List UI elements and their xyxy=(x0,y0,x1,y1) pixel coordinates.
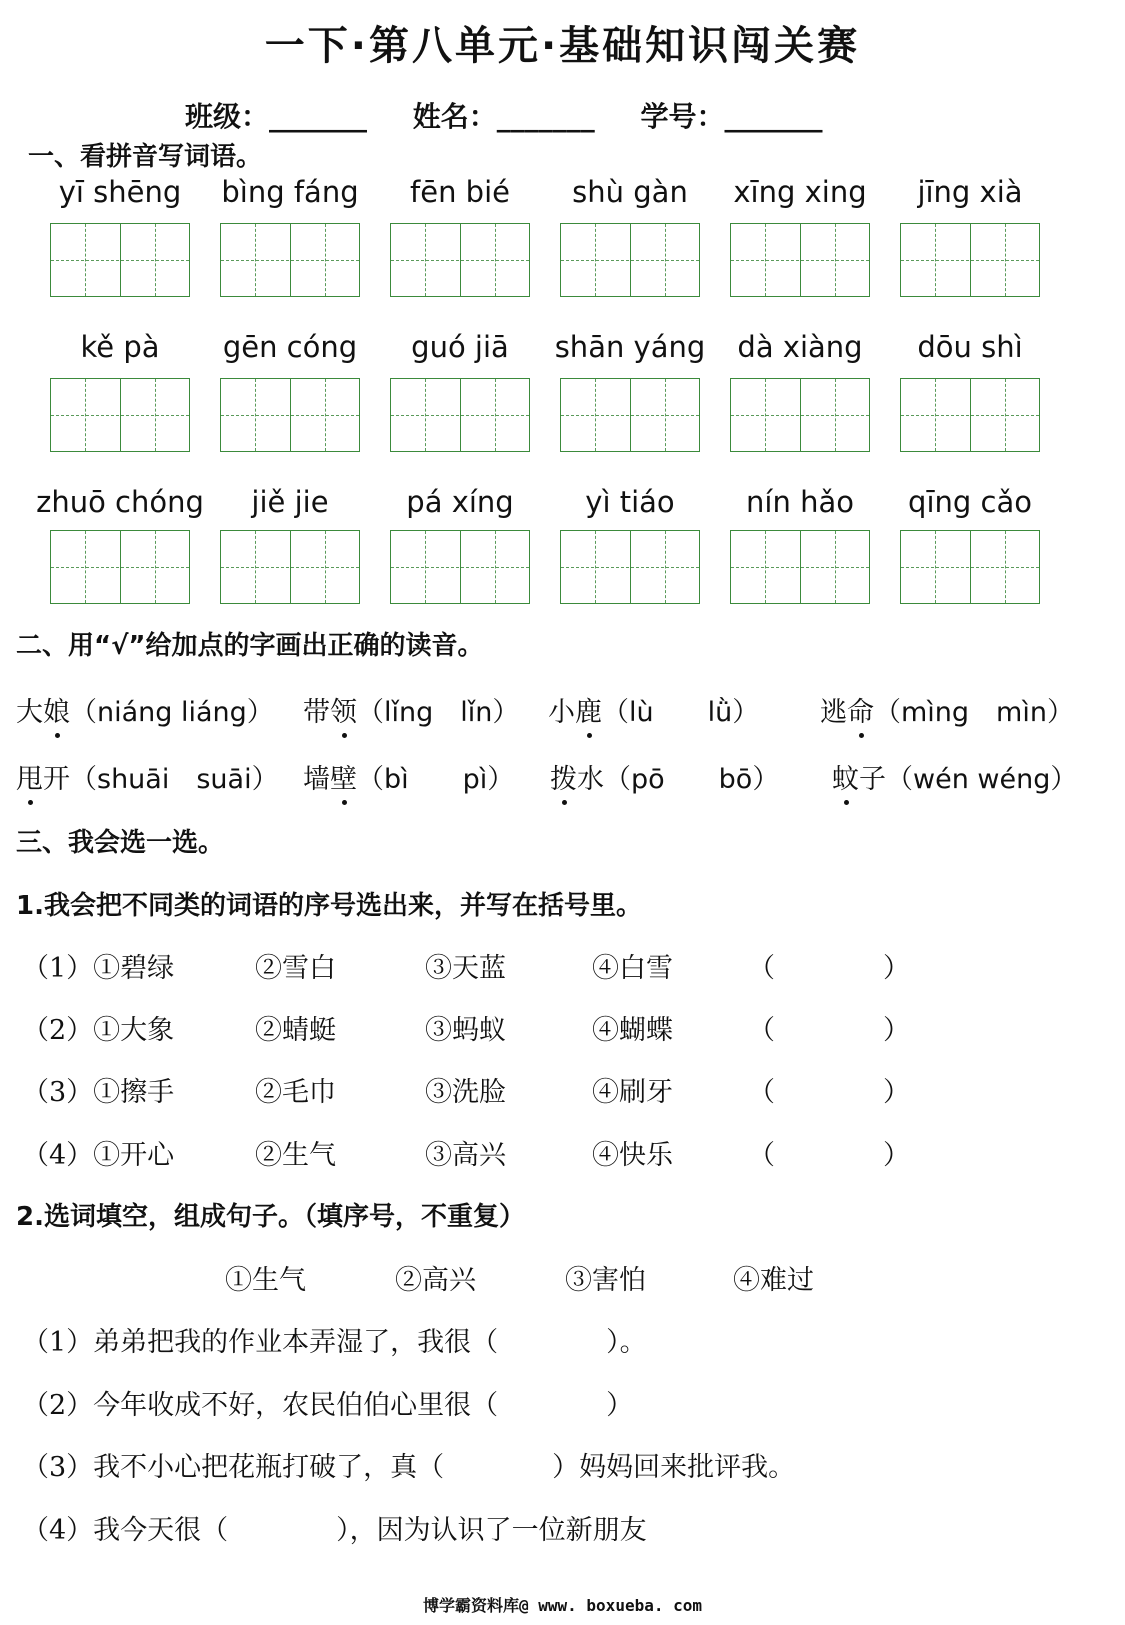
word-prefix: 墙 xyxy=(303,764,330,795)
choice-word: ④白雪 xyxy=(592,953,673,984)
section1-heading: 一、看拼音写词语。 xyxy=(28,142,263,172)
fill-sentence[interactable]: （4）我今天很（ ），因为认识了一位新朋友 xyxy=(22,1515,647,1546)
choice-word: ④蝴蝶 xyxy=(592,1015,673,1046)
writing-grid[interactable] xyxy=(50,378,190,452)
writing-grid[interactable] xyxy=(50,223,190,297)
choice-word: ③洗脸 xyxy=(425,1077,506,1108)
word-suffix: 水 xyxy=(577,764,604,795)
pinyin-options[interactable]: （niáng liáng） xyxy=(70,697,274,728)
choice-word: （4）①开心 xyxy=(22,1140,175,1171)
writing-grid[interactable] xyxy=(220,223,360,297)
writing-grid[interactable] xyxy=(900,378,1040,452)
section3-heading: 三、我会选一选。 xyxy=(16,828,225,858)
writing-grid[interactable] xyxy=(900,530,1040,604)
writing-grid[interactable] xyxy=(390,378,530,452)
pinyin-label: jīng xià xyxy=(917,175,1023,209)
pinyin-label: xīng xing xyxy=(733,175,867,209)
writing-grid[interactable] xyxy=(730,223,870,297)
writing-grid[interactable] xyxy=(220,530,360,604)
writing-grid[interactable] xyxy=(730,530,870,604)
pinyin-label: yī shēng xyxy=(58,175,182,209)
pinyin-label: nín hǎo xyxy=(746,485,854,519)
word-prefix: 逃 xyxy=(820,697,847,728)
pinyin-label: fēn bié xyxy=(410,175,510,209)
fill-sentence[interactable]: （2）今年收成不好，农民伯伯心里很（ ） xyxy=(22,1390,634,1421)
pinyin-label: yì tiáo xyxy=(585,485,675,519)
dotted-character: 壁 xyxy=(330,757,357,796)
pinyin-options[interactable]: （pō bō） xyxy=(604,764,780,795)
pinyin-options[interactable]: （shuāi suāi） xyxy=(70,764,279,795)
pinyin-label: shān yáng xyxy=(554,330,706,364)
writing-grid[interactable] xyxy=(560,530,700,604)
dotted-character: 娘 xyxy=(43,690,70,729)
answer-bracket[interactable]: （ ） xyxy=(748,1140,910,1171)
reading-item[interactable] xyxy=(16,757,279,796)
choice-word: ③天蓝 xyxy=(425,953,506,984)
q1-heading: 1.我会把不同类的词语的序号选出来，并写在括号里。 xyxy=(16,891,642,921)
section2-heading: 二、用“√”给加点的字画出正确的读音。 xyxy=(16,631,484,661)
reading-item[interactable] xyxy=(16,690,274,729)
word-prefix: 大 xyxy=(16,697,43,728)
pinyin-options[interactable]: （mìng mìn） xyxy=(874,697,1074,728)
pinyin-label: guó jiā xyxy=(411,330,509,364)
word-prefix: 小 xyxy=(548,697,575,728)
writing-grid[interactable] xyxy=(390,530,530,604)
answer-bracket[interactable]: （ ） xyxy=(748,1015,910,1046)
choice-word: ②毛巾 xyxy=(255,1077,336,1108)
dotted-character: 命 xyxy=(847,690,874,729)
dotted-character: 甩 xyxy=(16,757,43,796)
choice-word: ②生气 xyxy=(255,1140,336,1171)
writing-grid[interactable] xyxy=(390,223,530,297)
choice-word: ②蜻蜓 xyxy=(255,1015,336,1046)
pinyin-label: dà xiàng xyxy=(737,330,863,364)
class-field[interactable]: 班级：_______ xyxy=(185,100,368,133)
reading-item[interactable] xyxy=(303,757,514,796)
reading-item[interactable] xyxy=(548,690,759,729)
pinyin-options[interactable]: （lǐng lǐn） xyxy=(357,697,520,728)
choice-word: ②雪白 xyxy=(255,953,336,984)
pinyin-label: kě pà xyxy=(80,330,160,364)
number-field[interactable]: 学号：_______ xyxy=(640,100,823,133)
fill-sentence[interactable]: （1）弟弟把我的作业本弄湿了，我很（ ）。 xyxy=(22,1327,647,1358)
footer-watermark: 博学霸资料库@ www. boxueba. com xyxy=(422,1596,703,1615)
dotted-character: 蚊 xyxy=(832,757,859,796)
answer-bracket[interactable]: （ ） xyxy=(748,1077,910,1108)
pinyin-options[interactable]: （lù lǜ） xyxy=(602,697,760,728)
choice-word: （1）①碧绿 xyxy=(22,953,175,984)
pinyin-options[interactable]: （wén wéng） xyxy=(886,764,1078,795)
choice-word: （2）①大象 xyxy=(22,1015,175,1046)
choice-word: （3）①擦手 xyxy=(22,1077,175,1108)
name-field[interactable]: 姓名：_______ xyxy=(412,100,595,133)
choice-word: ④刷牙 xyxy=(592,1077,673,1108)
reading-item[interactable] xyxy=(550,757,779,796)
dotted-character: 鹿 xyxy=(575,690,602,729)
pinyin-label: qīng cǎo xyxy=(908,485,1032,519)
fill-sentence[interactable]: （3）我不小心把花瓶打破了，真（ ）妈妈回来批评我。 xyxy=(22,1452,796,1483)
choice-word: ③高兴 xyxy=(425,1140,506,1171)
student-info xyxy=(185,95,859,135)
writing-grid[interactable] xyxy=(900,223,1040,297)
pinyin-label: jiě jie xyxy=(251,485,329,519)
dotted-character: 领 xyxy=(330,690,357,729)
pinyin-label: zhuō chóng xyxy=(36,485,204,519)
pinyin-label: pá xíng xyxy=(406,485,514,519)
q2-heading: 2.选词填空，组成句子。（填序号，不重复） xyxy=(16,1202,525,1232)
word-option: ①生气 xyxy=(225,1265,306,1296)
pinyin-options[interactable]: （bì pì） xyxy=(357,764,515,795)
answer-bracket[interactable]: （ ） xyxy=(748,953,910,984)
word-prefix: 带 xyxy=(303,697,330,728)
writing-grid[interactable] xyxy=(50,530,190,604)
writing-grid[interactable] xyxy=(560,378,700,452)
word-option: ③害怕 xyxy=(565,1265,646,1296)
word-suffix: 开 xyxy=(43,764,70,795)
writing-grid[interactable] xyxy=(560,223,700,297)
reading-item[interactable] xyxy=(820,690,1074,729)
word-option: ②高兴 xyxy=(395,1265,476,1296)
choice-word: ③蚂蚁 xyxy=(425,1015,506,1046)
reading-item[interactable] xyxy=(303,690,519,729)
pinyin-label: gēn cóng xyxy=(222,330,358,364)
reading-item[interactable] xyxy=(832,757,1077,796)
writing-grid[interactable] xyxy=(730,378,870,452)
writing-grid[interactable] xyxy=(220,378,360,452)
pinyin-label: shù gàn xyxy=(572,175,688,209)
pinyin-label: bìng fáng xyxy=(221,175,359,209)
page-title: 一下·第八单元·基础知识闯关赛 xyxy=(264,23,861,69)
pinyin-label: dōu shì xyxy=(917,330,1023,364)
word-suffix: 子 xyxy=(859,764,886,795)
choice-word: ④快乐 xyxy=(592,1140,673,1171)
dotted-character: 拨 xyxy=(550,757,577,796)
word-option: ④难过 xyxy=(733,1265,814,1296)
